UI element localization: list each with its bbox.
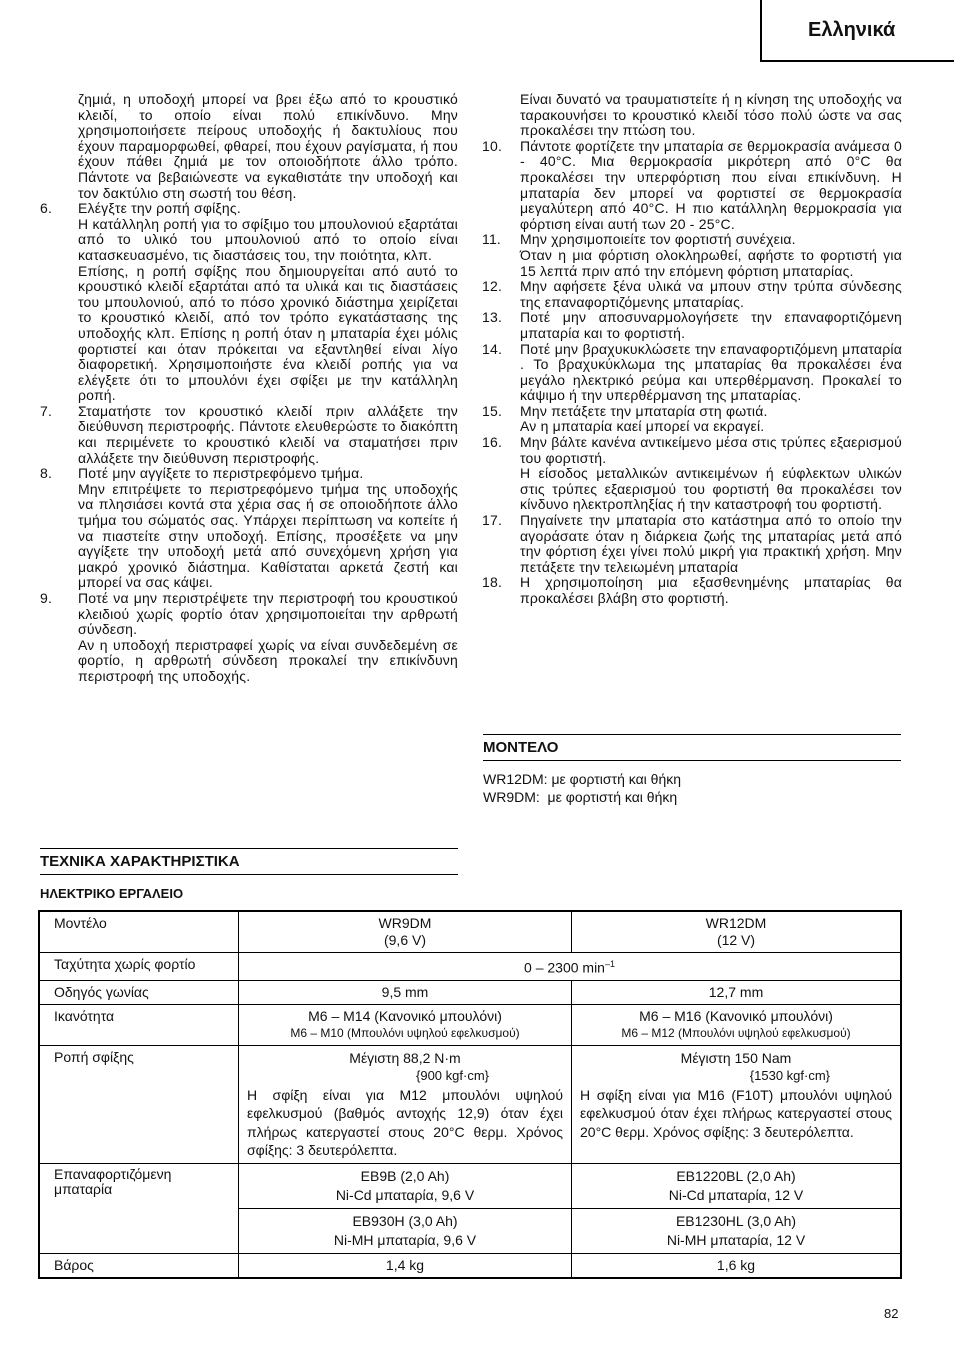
table-row: [39, 1253, 901, 1278]
item-number: 7.: [40, 402, 53, 419]
table-row: [39, 980, 901, 1004]
list-item: [482, 232, 902, 248]
cell: EB1230HL (3,0 Ah) Ni-MH μπαταρία, 12 V: [572, 1208, 902, 1253]
item-text: Πάντοτε φορτίζετε την μπαταρία σε θερμοκρασία ανάμεσα 0 - 40°C. Μια θερμοκρασία μικρότερη από 0°C θα προκαλέσει την υπερφόρτιση που είναι επικίνδυνη. Η μπαταρία δεν μπορεί να φορτιστεί σε θερμοκρασία μεγαλύτερη από 40°C. Η πιο κατάλληλη θερμοκρασία για φόρτιση είναι αυτή των 20 - 25°C.: [520, 137, 902, 232]
item-number: 13.: [482, 309, 503, 326]
item-number: 18.: [482, 574, 503, 591]
language-label: Ελληνικά: [808, 19, 896, 41]
item-number: 10.: [482, 137, 503, 154]
item-text: Ποτέ μην αγγίξετε το περιστρεφόμενο τμήμα.: [78, 465, 364, 482]
row-label: Επαναφορτιζόμενη μπαταρία: [39, 1163, 239, 1253]
item-number: 17.: [482, 512, 503, 529]
cell: 12,7 mm: [572, 980, 902, 1004]
left-column: [40, 92, 458, 685]
item-number: 6.: [40, 200, 53, 217]
item-text: Η χρησιμοποίηση μια εξασθενημένης μπαταρίας θα προκαλέσει βλάβη στο φορτιστή.: [520, 574, 902, 606]
cell: 9,5 mm: [239, 980, 572, 1004]
cell: Μέγιστη 150 Nam {1530 kgf·cm} Η σφίξη είναι για M16 (F10T) μπουλόνι υψηλού εφελκυσμού όταν έχει πλήρως κατεργαστεί στους 20°C θερμ. Χρόνος σφίξης: 3 δευτερόλεπτα.: [572, 1045, 902, 1163]
models-heading-text: ΜΟΝΤΕΛΟ: [483, 739, 559, 756]
right-column: [482, 92, 902, 607]
list-item: [482, 310, 902, 341]
row-label: Οδηγός γωνίας: [39, 980, 239, 1004]
list-item: [482, 279, 902, 310]
page-number: 82: [884, 1306, 899, 1321]
item-number: 12.: [482, 278, 503, 295]
item-number: 14.: [482, 340, 503, 357]
cell: EB1220BL (2,0 Ah) Ni-Cd μπαταρία, 12 V: [572, 1163, 902, 1208]
item-paragraph: Αν η υποδοχή περιστραφεί χωρίς να είναι συνδεδεμένη σε φορτίο, η αρθρωτή σύνδεση προκαλεί την επικίνδυνη περιστροφή της υποδοχής.: [78, 636, 458, 684]
item-text: Μην χρησιμοποιείτε τον φορτιστή συνέχεια.: [520, 231, 796, 248]
item-paragraph: Η είσοδος μεταλλικών αντικειμένων ή εύφλεκτων υλικών στις τρύπες εξαερισμού του φορτιστή θα προκαλέσει τον κίνδυνο ηλεκτροπληξίας ή την καταστροφή του φορτιστή.: [520, 465, 902, 513]
item-text: Ελέγξτε την ροπή σφίξης.: [78, 200, 241, 217]
right-items: [482, 139, 902, 607]
model-line-1: WR12DM: με φορτιστή και θήκη: [483, 771, 682, 787]
list-item: [482, 513, 902, 575]
list-item: [40, 404, 458, 466]
cell: 1,4 kg: [239, 1253, 572, 1278]
cell: 1,6 kg: [572, 1253, 902, 1278]
item-paragraph: Όταν η μια φόρτιση ολοκληρωθεί, αφήστε το φορτιστή για 15 λεπτά πριν από την επόμενη φόρτιση μπαταρίας.: [520, 246, 902, 279]
item-number: 15.: [482, 402, 503, 419]
item-text: Ποτέ να μην περιστρέψετε την περιστροφή του κρουστικού κλειδιού χωρίς φορτίο όταν χρησιμοποιείται την αρθρωτή σύνδεση.: [78, 590, 458, 638]
list-item: [40, 466, 458, 482]
item-paragraph: Αν η μπαταρία καεί μπορεί να εκραγεί.: [520, 418, 765, 435]
right-intro: Είναι δυνατό να τραυματιστείτε ή η κίνηση της υποδοχής να ταρακουνήσει το κρουστικό κλειδί τόσο πολύ ώστε να σας προκαλέσει την πτώση του.: [520, 91, 902, 139]
table-row: [39, 1163, 901, 1208]
table-row: [39, 1004, 901, 1045]
list-item: [40, 591, 458, 638]
cell: Μέγιστη 88,2 N·m {900 kgf·cm} Η σφίξη είναι για M12 μπουλόνι υψηλού εφελκυσμού (βαθμός αντοχής 12,9) όταν έχει πλήρως κατεργαστεί στους 20°C θερμ. Χρόνος σφίξης: 3 δευτερόλεπτα.: [239, 1045, 572, 1163]
row-label: Ροπή σφίξης: [39, 1045, 239, 1163]
cell: WR12DM (12 V): [572, 911, 902, 953]
specs-subheading: ΗΛΕΚΤΡΙΚΟ ΕΡΓΑΛΕΙΟ: [40, 886, 184, 901]
list-item: [482, 342, 902, 404]
list-item: [482, 404, 902, 420]
item-number: 16.: [482, 434, 503, 451]
row-label: Ταχύτητα χωρίς φορτίο: [39, 953, 239, 981]
left-intro: ζημιά, η υποδοχή μπορεί να βρει έξω από το κρουστικό κλειδί, το οποίο είναι πολύ επικίνδυνο. Μην χρησιμοποιήσετε πείρους υποδοχής ή δακτυλίους που έχουν παραμορφωθεί, φθαρεί, που έχουν ραγίσματα, ή που έχουν πάθει ζημιά με τον οποιοδήποτε άλλο τρόπο. Πάντοτε να βεβαιώνεστε να εγκαθιστάτε την υποδοχή και τον δακτύλιο στη σωστή του θέση.: [78, 91, 458, 201]
table-row: [39, 911, 901, 953]
specs-table: [38, 910, 902, 1279]
item-text: Σταματήστε τον κρουστικό κλειδί πριν αλλάξετε την διεύθυνση περιστροφής. Πάντοτε ελευθερώστε το διακόπτη και περιμένετε το κρουστικό κλειδί να σταματήσει πριν αλλάξετε την διεύθυνση περιστροφής.: [78, 402, 458, 466]
cell: EB930H (3,0 Ah) Ni-MH μπαταρία, 9,6 V: [239, 1208, 572, 1253]
row-label: Μοντέλο: [39, 911, 239, 953]
list-item: [482, 435, 902, 466]
item-text: Πηγαίνετε την μπαταρία στο κατάστημα από το οποίο την αγοράσατε όταν η διάρκεια ζωής της μπαταρίας μετά από την φόρτιση έχει γίνει πολύ μικρή για πρακτική χρήση. Μην πετάξετε την τελειωμένη μπαταρία: [520, 512, 902, 575]
list-item: [40, 201, 458, 217]
models-heading: [483, 734, 901, 761]
cell: M6 – M16 (Κανονικό μπουλόνι) M6 – M12 (Μπουλόνι υψηλού εφελκυσμού): [572, 1004, 902, 1045]
item-text: Μην αφήσετε ξένα υλικά να μπουν στην τρύπα σύνδεσης της επαναφορτιζόμενης μπαταρίας.: [520, 278, 902, 310]
item-text: Ποτέ μην βραχυκυκλώσετε την επαναφορτιζόμενη μπαταρία . Το βραχυκύκλωμα της μπαταρίας θα προκαλέσει ένα μεγάλο ηλεκτρικό ρεύμα και υπερθέρμανση. Προκαλεί το κάψιμο ή την υπερθέρμανση της μπαταρίας.: [520, 340, 902, 404]
table-row: [39, 1045, 901, 1163]
item-number: 9.: [40, 590, 53, 606]
item-number: 11.: [482, 231, 502, 248]
cell: 0 – 2300 $\min^{-1}$: [239, 953, 902, 981]
cell: WR9DM (9,6 V): [239, 911, 572, 953]
item-text: Μην πετάξετε την μπαταρία στη φωτιά.: [520, 402, 768, 419]
left-items: [40, 201, 458, 684]
item-paragraph: Επίσης, η ροπή σφίξης που δημιουργείται από αυτό το κρουστικό κλειδί εξαρτάται από τα υλικά και τις διαστάσεις του μπουλονιού, από το πόσο χρονικό διάστημα χειρίζεται το κρουστικό κλειδί, από τον τρόπο εγκατάστασης της υποδοχής κλπ. Επίσης η ροπή όταν η μπαταρία έχει μόλις φορτιστεί και όταν πρόκειται να εξαντληθεί είναι λίγο διαφορετική. Χρησιμοποιήστε ένα κλειδί ροπής για να ελέγξετε ότι το μπουλόνι έχει σφίξει με την κατάλληλη ροπή.: [78, 262, 458, 404]
row-label: Ικανότητα: [39, 1004, 239, 1045]
model-line-2: WR9DM: με φορτιστή και θήκη: [483, 789, 678, 805]
item-paragraph: Η κατάλληλη ροπή για το σφίξιμο του μπουλονιού εξαρτάται από το υλικό του μπουλονιού από το οποίο είναι κατασκευασμένο, τις διαστάσεις του, την ποιότητα, κλπ.: [78, 215, 458, 263]
specs-heading: [40, 848, 458, 875]
list-item: [482, 575, 902, 606]
list-item: [482, 139, 902, 233]
row-label: Βάρος: [39, 1253, 239, 1278]
item-number: 8.: [40, 465, 53, 482]
specs-heading-text: ΤΕΧΝΙΚΑ ΧΑΡΑΚΤΗΡΙΣΤΙΚΑ: [40, 853, 240, 870]
table-row: [39, 953, 901, 981]
cell: M6 – M14 (Κανονικό μπουλόνι) M6 – M10 (Μπουλόνι υψηλού εφελκυσμού): [239, 1004, 572, 1045]
item-text: Ποτέ μην αποσυναρμολογήσετε την επαναφορτιζόμενη μπαταρία και το φορτιστή.: [520, 309, 902, 341]
cell: EB9B (2,0 Ah) Ni-Cd μπαταρία, 9,6 V: [239, 1163, 572, 1208]
item-text: Μην βάλτε κανένα αντικείμενο μέσα στις τρύπες εξαερισμού του φορτιστή.: [520, 434, 902, 466]
item-paragraph: Μην επιτρέψετε το περιστρεφόμενο τμήμα της υποδοχής να πλησιάσει κοντά στα χέρια σας ή σε οποιοδήποτε άλλο τμήμα του σώματός σας. Υπάρχει περίπτωση να κοπείτε ή να πιαστείτε στην υποδοχή. Επίσης, προσέξετε να μην αγγίξετε την υποδοχή μετά από συνεχόμενη χρήση για μακρό χρονικό διάστημα. Καθίσταται αρκετά ζεστή και μπορεί να σας κάψει.: [78, 480, 458, 591]
language-tab: [760, 0, 954, 62]
models-list: [483, 770, 681, 806]
